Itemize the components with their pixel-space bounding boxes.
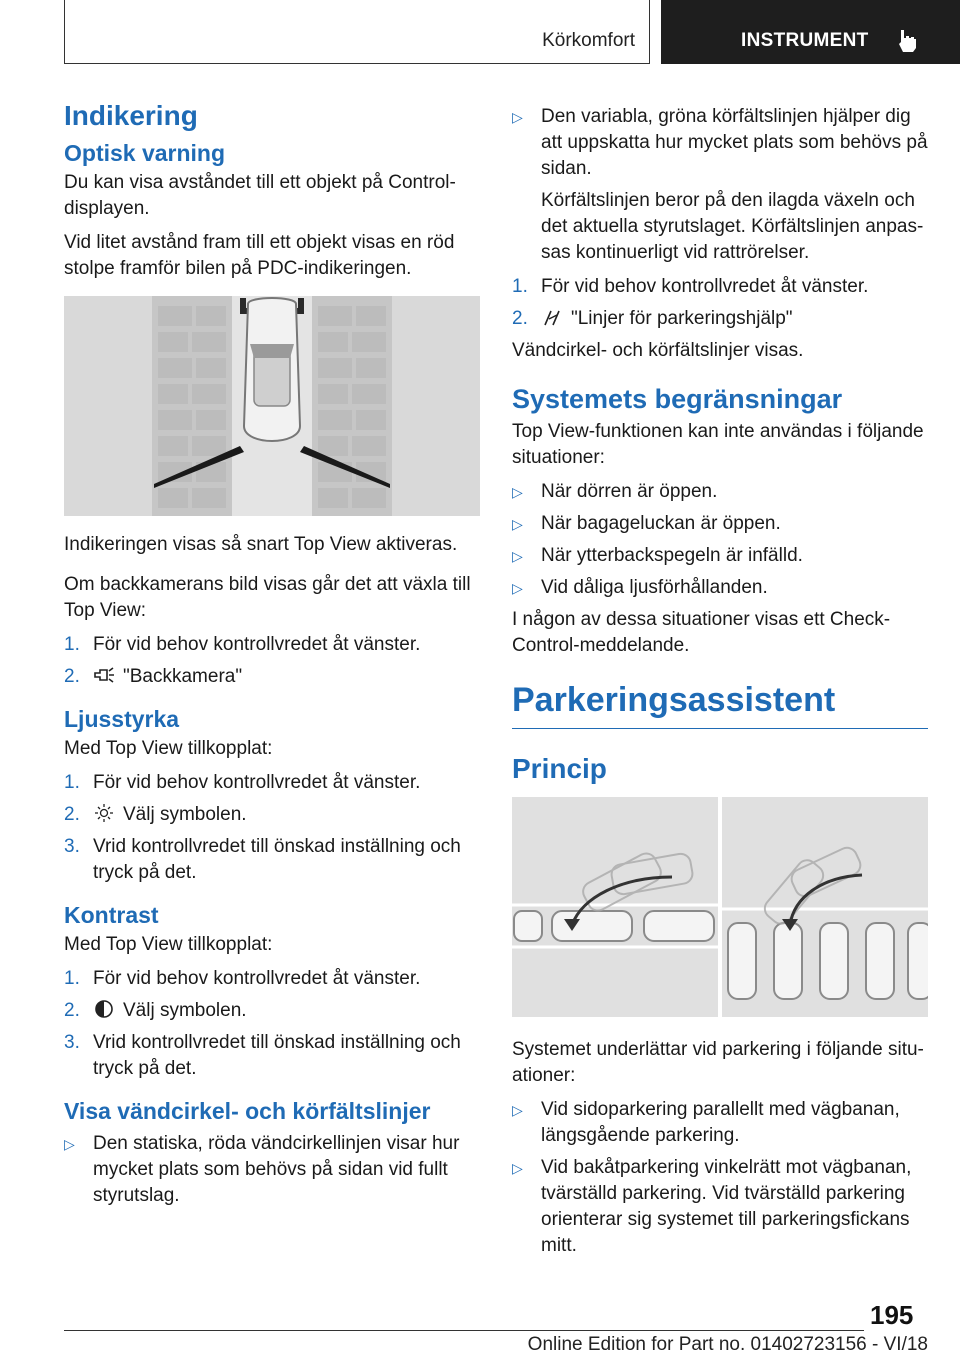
bullet-glyph: ▷ bbox=[64, 1136, 75, 1152]
paragraph: Top View-funktionen kan inte användas i följande situationer: bbox=[512, 421, 924, 468]
step-number: 3. bbox=[64, 836, 80, 857]
bullet-glyph: ▷ bbox=[512, 516, 523, 532]
step-text: För vid behov kontrollvredet åt vänster. bbox=[93, 772, 421, 793]
list-item bbox=[64, 1030, 480, 1082]
footer-edition[interactable]: Online Edition for Part no. 01402723156 - VI/18 bbox=[527, 1334, 928, 1355]
heading-systemets-begransningar: Systemets begränsningar bbox=[512, 384, 843, 414]
step-text: "Backkamera" bbox=[123, 666, 243, 687]
list-item bbox=[64, 802, 480, 828]
brightness-icon bbox=[93, 803, 115, 823]
step-number: 2. bbox=[64, 804, 80, 825]
paragraph: Vändcirkel- och körfältslinjer visas. bbox=[512, 340, 804, 361]
list-item bbox=[512, 543, 928, 569]
pdc-top-view-illustration bbox=[64, 296, 480, 516]
hand-pointer-icon bbox=[893, 26, 921, 54]
bullet-text: Den statiska, röda vändcirkellinjen visar hur mycket plats som behövs på sidan vid fullt styrutslag. bbox=[93, 1133, 460, 1206]
bullet-text: När dörren är öppen. bbox=[541, 481, 718, 502]
step-number: 1. bbox=[64, 968, 80, 989]
list-item bbox=[64, 966, 480, 992]
bullet-text: Vid sidoparkering parallellt med vägbanan, längsgående parkering. bbox=[541, 1099, 900, 1146]
list-item bbox=[64, 1131, 480, 1209]
list-item bbox=[512, 479, 928, 505]
bullet-glyph: ▷ bbox=[512, 1102, 523, 1118]
list-item bbox=[64, 664, 480, 690]
parking-lines-icon bbox=[541, 307, 563, 327]
paragraph: Indikeringen visas så snart Top View aktiveras. bbox=[64, 534, 458, 555]
step-text: Välj symbolen. bbox=[123, 804, 247, 825]
page-number: 195 bbox=[870, 1300, 914, 1330]
list-item bbox=[512, 306, 928, 332]
list-item bbox=[64, 834, 480, 886]
step-number: 2. bbox=[64, 1000, 80, 1021]
contrast-icon bbox=[93, 999, 115, 1019]
right-column bbox=[512, 104, 928, 1265]
footer-rule bbox=[64, 1330, 864, 1331]
paragraph: Med Top View tillkopplat: bbox=[64, 738, 273, 759]
parking-principle-illustration bbox=[512, 797, 928, 1017]
step-number: 1. bbox=[512, 276, 528, 297]
step-number: 1. bbox=[64, 772, 80, 793]
list-item bbox=[64, 770, 480, 796]
paragraph: Körfältslinjen beror på den ilagda växeln och det aktuella styrutslaget. Körfältslinjen anpas-sas kontinuerligt vid rattrörelser. bbox=[541, 190, 924, 263]
heading-optisk-varning: Optisk varning bbox=[64, 140, 226, 166]
bullet-glyph: ▷ bbox=[512, 548, 523, 564]
heading-kontrast: Kontrast bbox=[64, 902, 159, 928]
list-item bbox=[512, 104, 928, 182]
bullet-glyph: ▷ bbox=[512, 109, 523, 125]
step-text: Vrid kontrollvredet till önskad inställning och tryck på det. bbox=[93, 836, 461, 883]
step-text: För vid behov kontrollvredet åt vänster. bbox=[93, 968, 421, 989]
heading-princip: Princip bbox=[512, 753, 607, 784]
paragraph: Systemet underlättar vid parkering i följande situ-ationer: bbox=[512, 1039, 924, 1086]
paragraph: Du kan visa avståndet till ett objekt på Control-displayen. bbox=[64, 172, 456, 219]
step-number: 2. bbox=[64, 666, 80, 687]
header-rule-left bbox=[64, 0, 65, 64]
bullet-text: Den variabla, gröna körfältslinjen hjälper dig att uppskatta hur mycket plats som behövs på sidan. bbox=[541, 106, 928, 179]
paragraph: I någon av dessa situationer visas ett Check-Control-meddelande. bbox=[512, 609, 891, 656]
bullet-text: När ytterbackspegeln är infälld. bbox=[541, 545, 803, 566]
step-text: Välj symbolen. bbox=[123, 1000, 247, 1021]
step-number: 3. bbox=[64, 1032, 80, 1053]
heading-indikering: Indikering bbox=[64, 100, 198, 131]
step-text: "Linjer för parkeringshjälp" bbox=[571, 308, 793, 329]
list-item bbox=[64, 998, 480, 1024]
list-item bbox=[512, 1155, 928, 1259]
heading-parkeringsassistent: Parkeringsassistent bbox=[512, 681, 928, 729]
step-text: För vid behov kontrollvredet åt vänster. bbox=[93, 634, 421, 655]
heading-visa-vandcirkel: Visa vändcirkel- och körfältslinjer bbox=[64, 1098, 431, 1124]
list-item bbox=[64, 632, 480, 658]
bullet-glyph: ▷ bbox=[512, 1160, 523, 1176]
paragraph: Vid litet avstånd fram till ett objekt visas en röd stolpe framför bilen på PDC-indikeringen. bbox=[64, 232, 455, 279]
list-item bbox=[512, 1097, 928, 1149]
header-section-title: Körkomfort bbox=[542, 30, 635, 51]
bullet-glyph: ▷ bbox=[512, 580, 523, 596]
list-item bbox=[512, 511, 928, 537]
paragraph: Med Top View tillkopplat: bbox=[64, 934, 273, 955]
bullet-glyph: ▷ bbox=[512, 484, 523, 500]
list-item bbox=[512, 575, 928, 601]
header-chapter-label: INSTRUMENT bbox=[741, 30, 869, 51]
bullet-text: Vid dåliga ljusförhållanden. bbox=[541, 577, 768, 598]
header-rule-right bbox=[649, 0, 650, 64]
step-number: 1. bbox=[64, 634, 80, 655]
bullet-text: När bagageluckan är öppen. bbox=[541, 513, 781, 534]
header-rule-bottom bbox=[64, 63, 650, 64]
step-number: 2. bbox=[512, 308, 528, 329]
rear-camera-icon bbox=[93, 665, 115, 685]
list-item bbox=[512, 274, 928, 300]
paragraph: Om backkamerans bild visas går det att växla till Top View: bbox=[64, 574, 471, 621]
step-text: Vrid kontrollvredet till önskad inställning och tryck på det. bbox=[93, 1032, 461, 1079]
left-column bbox=[64, 100, 480, 1215]
step-text: För vid behov kontrollvredet åt vänster. bbox=[541, 276, 869, 297]
heading-ljusstyrka: Ljusstyrka bbox=[64, 706, 180, 732]
bullet-text: Vid bakåtparkering vinkelrätt mot vägbanan, tvärställd parkering. Vid tvärställd parkering orienterar sig systemet till parkeringsfickans mitt. bbox=[541, 1157, 912, 1256]
